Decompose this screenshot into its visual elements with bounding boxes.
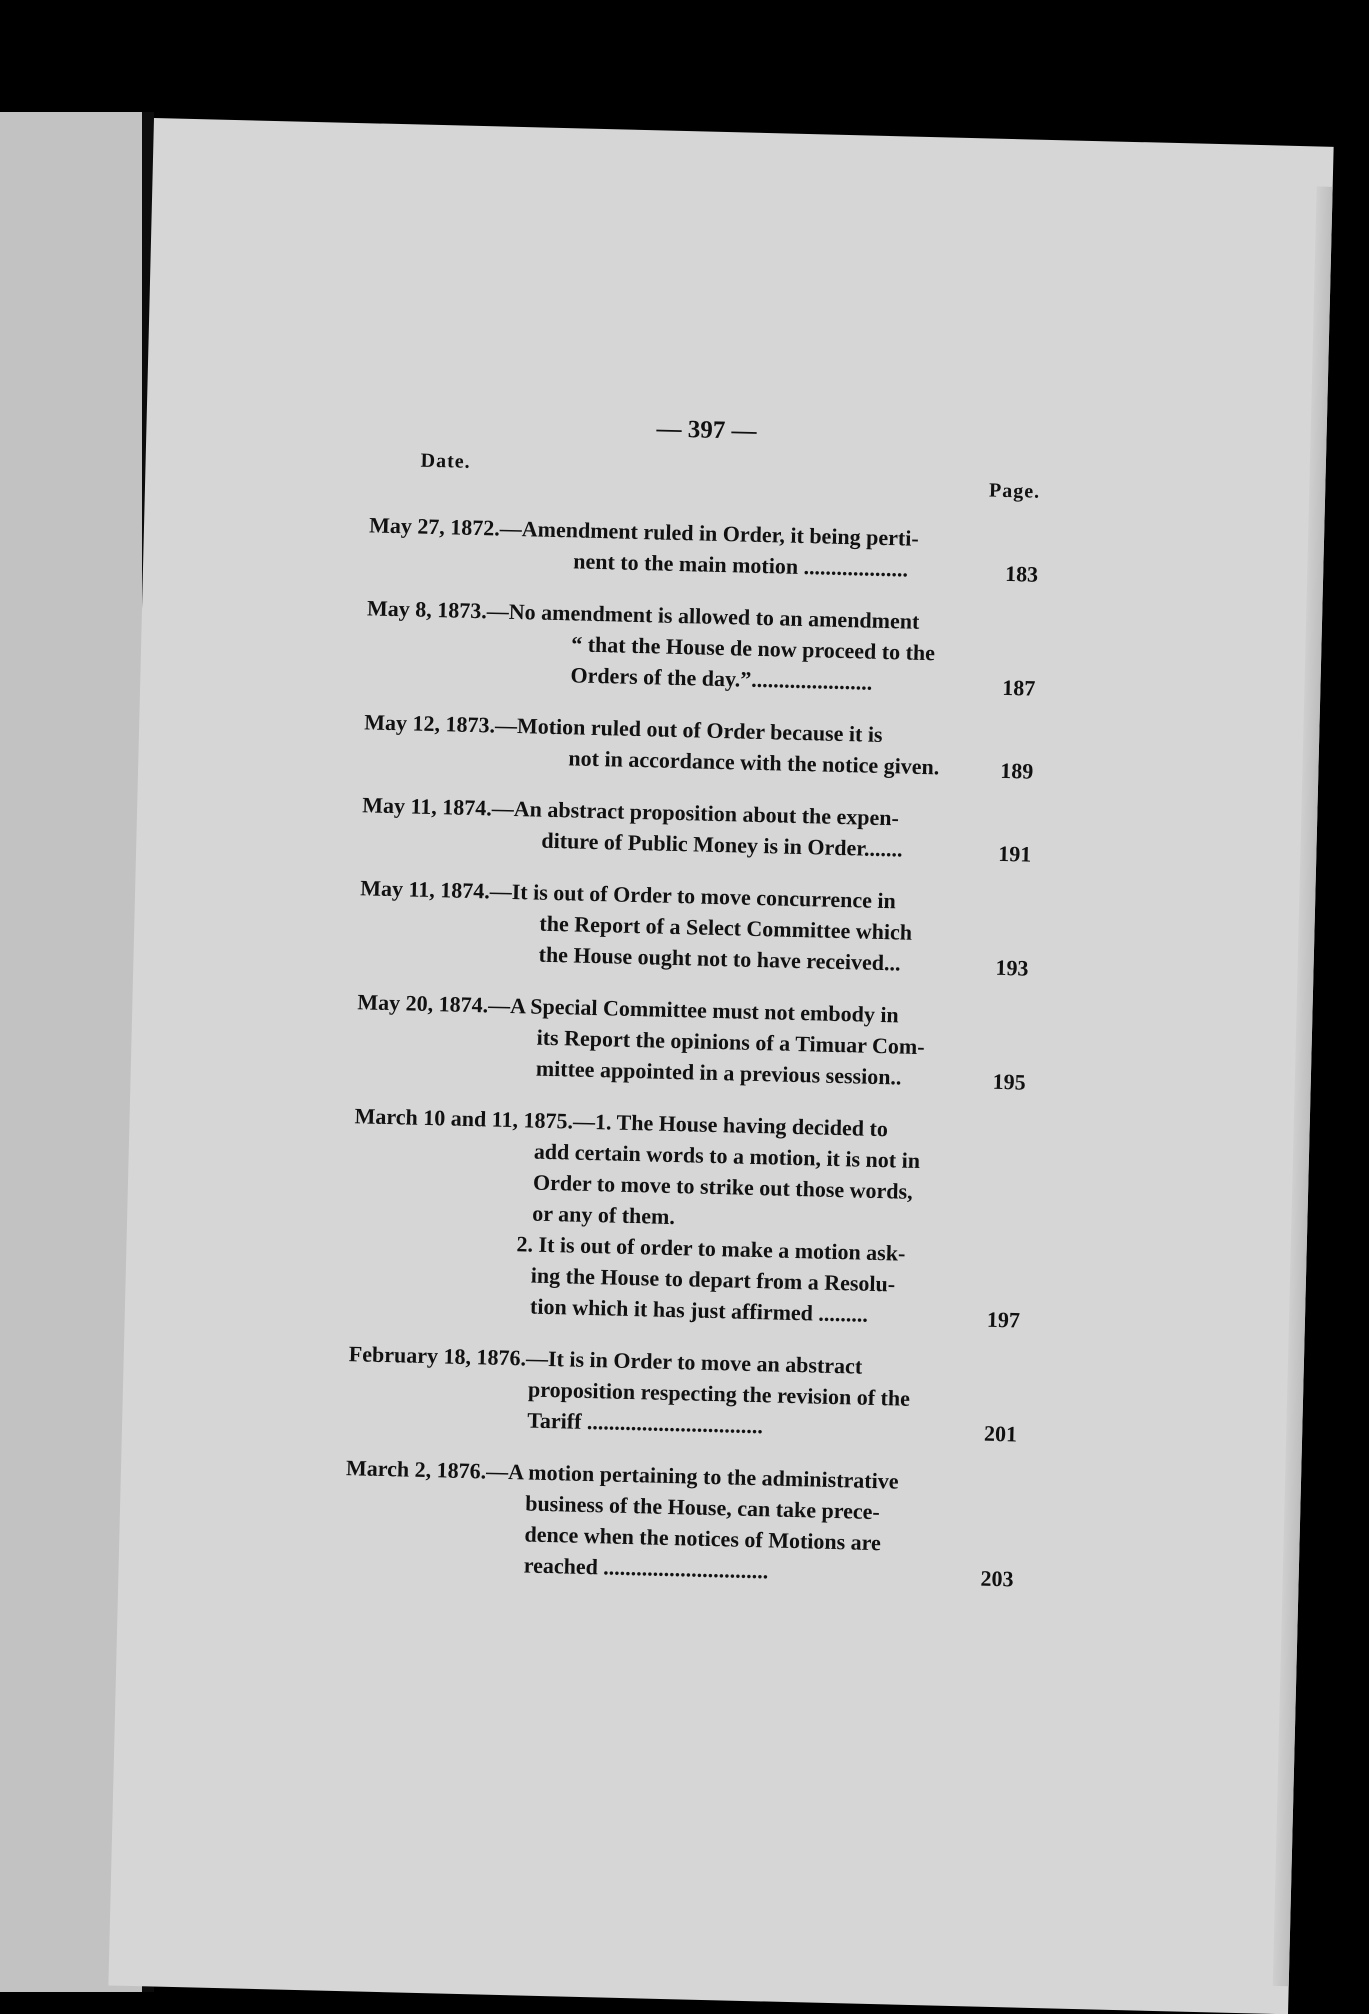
entry-line: reached .............................. [523, 1552, 769, 1584]
entry-line: May 11, 1874.—An abstract proposition about the expen- [361, 792, 900, 831]
column-headers [370, 448, 1041, 504]
entry-line: May 12, 1873.—Motion ruled out of Order because it is [364, 709, 883, 747]
entry-page: 189 [1000, 757, 1034, 784]
entry-line: the House ought not to have received... [538, 941, 901, 976]
entry [347, 1338, 1019, 1447]
book-page [108, 118, 1333, 2014]
entry-line: May 8, 1873.—No amendment is allowed to an amendment [366, 595, 920, 634]
entry-page: 191 [997, 840, 1032, 867]
entry [358, 872, 1030, 981]
entry [356, 986, 1028, 1095]
entry-line: add certain words to a motion, it is not in [533, 1138, 921, 1174]
entry-line: March 2, 1876.—A motion pertaining to the administrative [345, 1455, 899, 1494]
entry [363, 706, 1034, 784]
entry [343, 1452, 1016, 1592]
entry-line: Tariff ................................ [526, 1407, 764, 1439]
entry-line: March 10 and 11, 1875.—1. The House having decided to [354, 1103, 889, 1142]
page-edge [1273, 186, 1333, 1986]
page-content [343, 408, 1041, 1592]
entry-line: Orders of the day.”...................... [570, 662, 873, 695]
entry-line: “ that the House de now proceed to the [570, 631, 936, 666]
entry-line: the Report of a Select Committee which [539, 910, 913, 945]
entry-page: 195 [992, 1068, 1027, 1095]
entry-page: 187 [1002, 674, 1036, 701]
entry-page: 203 [980, 1565, 1014, 1592]
entry-subline: 2. It is out of order to make a motion ask- [516, 1231, 906, 1266]
entry [350, 1100, 1025, 1333]
entry-line: February 18, 1876.—It is in Order to move an abstract [348, 1341, 863, 1379]
entry-line: May 11, 1874.—It is out of Order to move concurrence in [359, 875, 897, 914]
page-header: Page. [988, 479, 1041, 503]
entry-line: mittee appointed in a previous session.. [535, 1055, 902, 1090]
entry-line: business of the House, can take prece- [524, 1490, 881, 1525]
entry-line: nent to the main motion ................... [572, 548, 909, 582]
entry-page: 201 [983, 1420, 1018, 1447]
entry-page: 193 [995, 954, 1029, 981]
entry [361, 789, 1032, 867]
entry-line: not in accordance with the notice given. [568, 745, 940, 780]
entry-line: diture of Public Money is in Order....... [541, 827, 903, 862]
entry-page: 197 [986, 1306, 1021, 1333]
entry-line: May 20, 1874.—A Special Committee must not embody in [357, 989, 900, 1028]
entry-line: dence when the notices of Motions are [524, 1521, 882, 1556]
entry-page: 183 [1004, 560, 1039, 587]
entry-subline: tion which it has just affirmed ......... [529, 1293, 869, 1327]
entry-line: May 27, 1872.—Amendment ruled in Order, it being perti- [368, 512, 920, 551]
entry-subline: ing the House to depart from a Resolu- [530, 1262, 896, 1297]
entry [368, 509, 1039, 587]
entry-line: or any of them. [532, 1200, 676, 1230]
entry-line: its Report the opinions of a Timuar Com- [536, 1024, 925, 1060]
entry-line: proposition respecting the revision of the [527, 1376, 911, 1411]
page-number: — 397 — [656, 415, 757, 445]
entry-line: Order to move to strike out those words, [532, 1169, 913, 1204]
date-header: Date. [420, 449, 471, 473]
entry [365, 592, 1037, 701]
